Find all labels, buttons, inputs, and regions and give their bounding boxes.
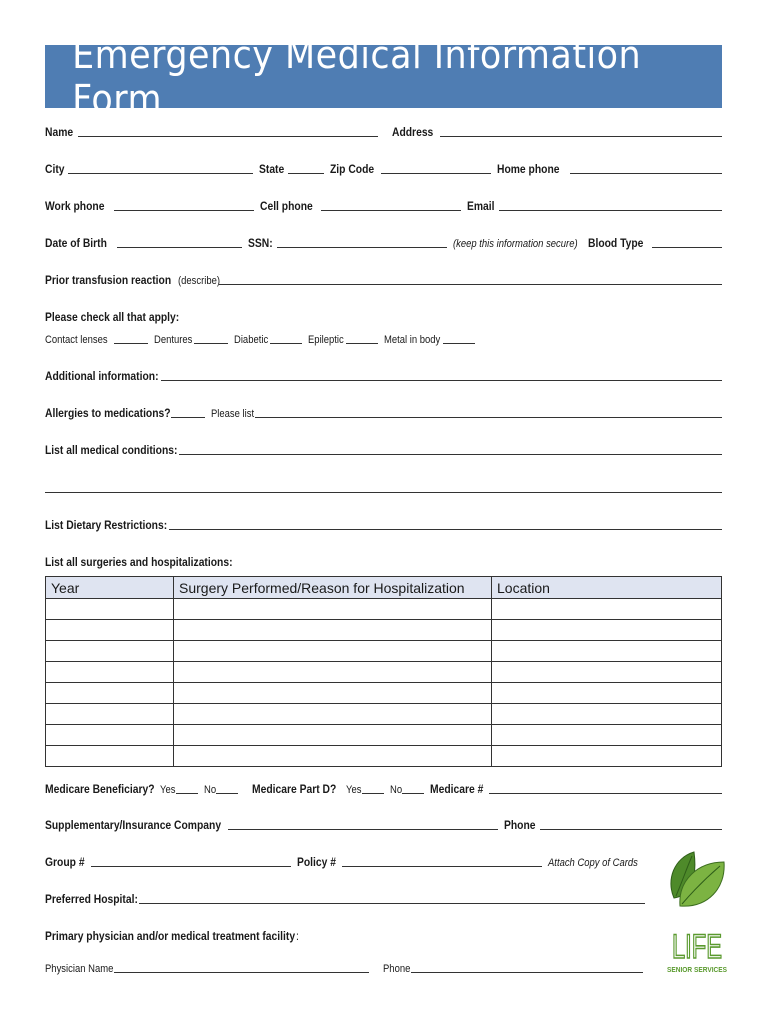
check-epileptic: Epileptic	[308, 334, 344, 346]
col-surgery: Surgery Performed/Reason for Hospitalization	[174, 577, 492, 599]
location-cell[interactable]	[492, 704, 722, 725]
physician-phone-field[interactable]	[411, 960, 643, 973]
transfusion-note: (describe)	[177, 275, 220, 287]
primary-physician-label: Primary physician and/or medical treatment facility	[45, 929, 296, 943]
dentures-field[interactable]	[194, 331, 228, 344]
email-field[interactable]	[499, 198, 722, 211]
additional-field[interactable]	[161, 368, 722, 381]
attach-cards-note: Attach Copy of Cards	[548, 857, 639, 869]
row-check-heading	[45, 308, 722, 324]
cell-phone-field[interactable]	[321, 198, 461, 211]
medicare-no-field[interactable]	[216, 781, 238, 794]
row-additional	[45, 367, 722, 383]
city-label: City	[45, 162, 65, 176]
surgery-cell[interactable]	[174, 662, 492, 683]
location-cell[interactable]	[492, 746, 722, 767]
address-label: Address	[391, 125, 433, 139]
group-field[interactable]	[91, 854, 291, 867]
row-allergies	[45, 404, 722, 420]
col-location: Location	[492, 577, 722, 599]
row-insurance	[45, 816, 722, 832]
allergies-list-field[interactable]	[255, 405, 722, 418]
epileptic-field[interactable]	[346, 331, 378, 344]
primary-physician-colon: :	[295, 929, 299, 943]
part-d-yes-field[interactable]	[362, 781, 384, 794]
part-d-yes-label: Yes	[346, 784, 362, 796]
year-cell[interactable]	[46, 704, 174, 725]
table-header-row	[46, 577, 722, 599]
dietary-label: List Dietary Restrictions:	[45, 518, 168, 532]
year-cell[interactable]	[46, 683, 174, 704]
surgery-cell[interactable]	[174, 620, 492, 641]
blood-type-label: Blood Type	[587, 236, 644, 250]
policy-label: Policy #	[297, 855, 337, 869]
medicare-number-label: Medicare #	[430, 782, 484, 796]
logo-sub-text: SENIOR SERVICES	[667, 967, 728, 974]
conditions-field-2[interactable]	[45, 480, 722, 493]
zip-label: Zip Code	[330, 162, 375, 176]
allergies-field[interactable]	[171, 405, 205, 418]
physician-name-field[interactable]	[114, 960, 369, 973]
location-cell[interactable]	[492, 662, 722, 683]
work-phone-field[interactable]	[114, 198, 254, 211]
form-header	[45, 32, 722, 121]
insurance-phone-field[interactable]	[540, 817, 722, 830]
cell-phone-label: Cell phone	[260, 199, 313, 213]
surgery-cell[interactable]	[174, 683, 492, 704]
medicare-beneficiary-label: Medicare Beneficiary?	[45, 782, 155, 796]
transfusion-field[interactable]	[219, 272, 722, 285]
row-physician	[45, 959, 643, 975]
preferred-hospital-field[interactable]	[139, 891, 645, 904]
insurance-company-label: Supplementary/Insurance Company	[45, 818, 222, 832]
life-senior-services-logo	[664, 846, 730, 978]
state-label: State	[258, 162, 284, 176]
row-transfusion	[45, 271, 722, 287]
state-field[interactable]	[288, 161, 324, 174]
row-conditions-2	[45, 479, 722, 495]
year-cell[interactable]	[46, 641, 174, 662]
surgery-cell[interactable]	[174, 746, 492, 767]
table-row	[46, 641, 722, 662]
zip-field[interactable]	[381, 161, 491, 174]
physician-name-label: Physician Name	[45, 963, 114, 975]
row-conditions	[45, 441, 722, 457]
email-label: Email	[467, 199, 496, 213]
address-field[interactable]	[440, 124, 722, 137]
row-name-address	[45, 123, 722, 139]
additional-label: Additional information:	[45, 369, 159, 383]
check-dentures: Dentures	[153, 334, 193, 346]
row-dob	[45, 234, 722, 250]
year-cell[interactable]	[46, 662, 174, 683]
dob-field[interactable]	[117, 235, 242, 248]
physician-phone-label: Phone	[383, 963, 411, 975]
medicare-no-label: No	[204, 784, 217, 796]
medicare-yes-field[interactable]	[176, 781, 198, 794]
please-list-label: Please list	[211, 408, 255, 420]
medicare-number-field[interactable]	[489, 781, 722, 794]
surgeries-label: List all surgeries and hospitalizations:	[45, 555, 233, 569]
transfusion-label: Prior transfusion reaction	[45, 273, 172, 287]
table-row	[46, 683, 722, 704]
surgery-cell[interactable]	[174, 641, 492, 662]
row-checks	[45, 330, 722, 346]
location-cell[interactable]	[492, 725, 722, 746]
conditions-label: List all medical conditions:	[45, 443, 178, 457]
contact-lenses-field[interactable]	[114, 331, 148, 344]
check-metal: Metal in body	[383, 334, 441, 346]
row-medicare	[45, 780, 722, 796]
table-row	[46, 620, 722, 641]
home-phone-field[interactable]	[570, 161, 722, 174]
ssn-field[interactable]	[277, 235, 447, 248]
location-cell[interactable]	[492, 620, 722, 641]
ssn-label: SSN:	[248, 236, 273, 250]
row-group-policy	[45, 853, 645, 869]
part-d-no-field[interactable]	[402, 781, 424, 794]
location-cell[interactable]	[492, 599, 722, 620]
blood-type-field[interactable]	[652, 235, 722, 248]
check-diabetic: Diabetic	[234, 334, 269, 346]
row-surgeries	[45, 553, 722, 569]
check-contact-lenses: Contact lenses	[45, 334, 108, 346]
insurance-phone-label: Phone	[503, 818, 536, 832]
allergies-label: Allergies to medications?	[45, 406, 171, 420]
location-cell[interactable]	[492, 641, 722, 662]
logo-life-text: LIFE	[672, 928, 722, 966]
table-row	[46, 704, 722, 725]
row-dietary	[45, 516, 722, 532]
name-field[interactable]	[78, 124, 378, 137]
surgery-cell[interactable]	[174, 704, 492, 725]
work-phone-label: Work phone	[45, 199, 105, 213]
year-cell[interactable]	[46, 725, 174, 746]
group-label: Group #	[45, 855, 85, 869]
table-row	[46, 662, 722, 683]
table-row	[46, 746, 722, 767]
preferred-hospital-label: Preferred Hospital:	[45, 892, 138, 906]
surgery-cell[interactable]	[174, 599, 492, 620]
dietary-field[interactable]	[169, 517, 722, 530]
row-preferred-hospital	[45, 890, 645, 906]
policy-field[interactable]	[342, 854, 542, 867]
location-cell[interactable]	[492, 683, 722, 704]
check-all-label: Please check all that apply:	[45, 310, 180, 324]
medicare-part-d-label: Medicare Part D?	[252, 782, 337, 796]
insurance-company-field[interactable]	[228, 817, 498, 830]
table-row	[46, 725, 722, 746]
ssn-note: (keep this information secure)	[452, 238, 578, 250]
medicare-yes-label: Yes	[160, 784, 176, 796]
home-phone-label: Home phone	[497, 162, 560, 176]
year-cell[interactable]	[46, 746, 174, 767]
row-phones	[45, 197, 722, 213]
surgery-cell[interactable]	[174, 725, 492, 746]
row-city	[45, 160, 722, 176]
year-cell[interactable]	[46, 620, 174, 641]
dob-label: Date of Birth	[45, 236, 107, 250]
part-d-no-label: No	[390, 784, 403, 796]
name-label: Name	[45, 125, 74, 139]
table-row	[46, 599, 722, 620]
city-field[interactable]	[68, 161, 253, 174]
metal-field[interactable]	[443, 331, 475, 344]
col-year: Year	[46, 577, 174, 599]
diabetic-field[interactable]	[270, 331, 302, 344]
form-title: Emergency Medical Information Form	[72, 32, 642, 121]
year-cell[interactable]	[46, 599, 174, 620]
row-primary-heading	[45, 927, 722, 943]
conditions-field[interactable]	[179, 442, 722, 455]
surgeries-table	[45, 576, 722, 767]
